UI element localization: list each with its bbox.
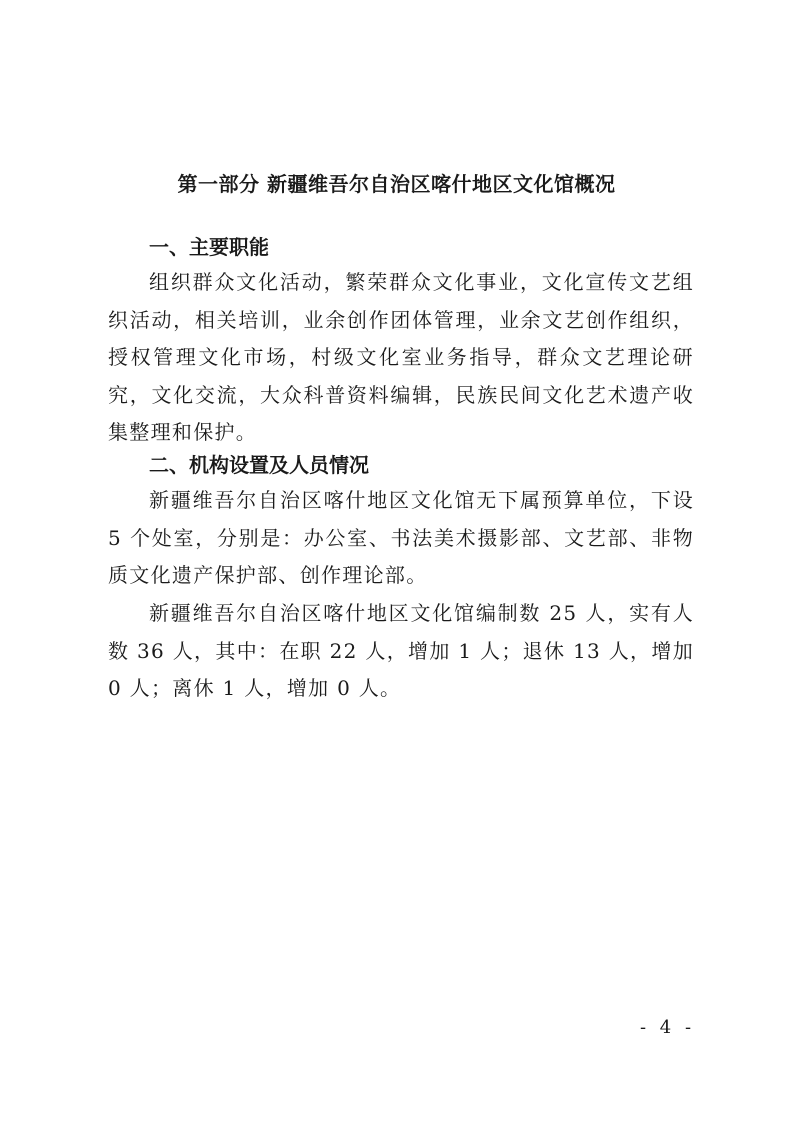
section-heading-organization: 二、机构设置及人员情况	[149, 453, 369, 477]
paragraph-main-functions: 组织群众文化活动，繁荣群众文化事业，文化宣传文艺组织活动，相关培训，业余创作团体管理，业余文艺创作组织，授权管理文化市场，村级文化室业务指导，群众文艺理论研究，文化交流，大众科普资料编辑，民族民间文化艺术遗产收集整理和保护。	[108, 270, 694, 444]
paragraph-organization-departments: 新疆维吾尔自治区喀什地区文化馆无下属预算单位，下设 5 个处室，分别是：办公室、书法美术摄影部、文艺部、非物质文化遗产保护部、创作理论部。	[108, 488, 694, 587]
page-number: - 4 -	[640, 1017, 696, 1038]
paragraph-staffing: 新疆维吾尔自治区喀什地区文化馆编制数 25 人，实有人数 36 人，其中：在职 22 人，增加 1 人；退休 13 人，增加 0 人；离休 1 人，增加 0 人。	[108, 601, 694, 700]
section-heading-main-functions: 一、主要职能	[149, 235, 269, 259]
page-title: 第一部分 新疆维吾尔自治区喀什地区文化馆概况	[177, 172, 616, 196]
